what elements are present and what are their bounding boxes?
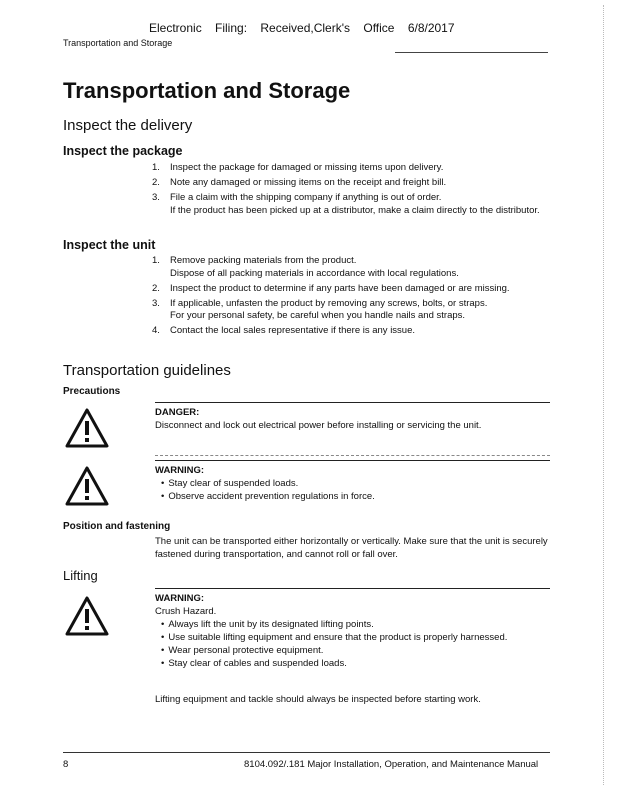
subheading-inspect-package: Inspect the package: [63, 144, 183, 158]
subheading-lifting: Lifting: [63, 568, 98, 583]
warning-signal-word: WARNING:: [155, 593, 205, 604]
danger-notice: [155, 402, 550, 432]
page-title: Transportation and Storage: [63, 78, 351, 103]
crush-hazard-text: Crush Hazard.: [155, 606, 217, 617]
subheading-precautions: Precautions: [63, 386, 121, 397]
list-item: • Use suitable lifting equipment and ensure that the product is properly harnessed.: [169, 631, 550, 644]
list-item: 1. Remove packing materials from the product. Dispose of all packing materials in accordance with local regulations.: [152, 255, 459, 279]
lifting-warning-list: [155, 618, 550, 670]
list-item: • Always lift the unit by its designated lifting points.: [169, 618, 550, 631]
warning-triangle-icon: [65, 596, 109, 636]
section-heading-inspect-delivery: Inspect the delivery: [63, 117, 193, 134]
danger-signal-word: DANGER:: [155, 407, 200, 418]
subheading-inspect-unit: Inspect the unit: [63, 238, 156, 252]
page-number: 8: [63, 759, 69, 770]
running-header: Transportation and Storage: [63, 38, 173, 48]
warning-triangle-icon: [65, 466, 109, 506]
unit-steps-list: [152, 255, 552, 340]
list-item: 3. If applicable, unfasten the product by removing any screws, bolts, or straps. For your personal safety, be careful when you handle nails and straps.: [152, 297, 488, 321]
list-item: 2. Inspect the product to determine if any parts have been damaged or are missing.: [152, 282, 510, 294]
warning-notice-loads: [155, 460, 550, 503]
notice-separator: [155, 455, 550, 456]
scan-edge-marks: [603, 5, 610, 785]
lifting-inspection-note: Lifting equipment and tackle should always be inspected before starting work.: [155, 694, 481, 705]
position-fastening-text: The unit can be transported either horizontally or vertically. Make sure that the unit is securely fastened during transportation, and cannot roll or fall over.: [155, 536, 548, 560]
subheading-position-fastening: Position and fastening: [63, 521, 171, 532]
section-heading-transport-guidelines: Transportation guidelines: [63, 362, 231, 379]
package-steps-list: [152, 162, 552, 220]
warning-notice-lifting: [155, 588, 550, 670]
list-item: 2. Note any damaged or missing items on the receipt and freight bill.: [152, 177, 447, 188]
list-item: 3. File a claim with the shipping company if anything is out of order. If the product has been picked up at a distributor, make a claim directly to the distributor.: [152, 192, 540, 216]
footer-doc-title: 8104.092/.181 Major Installation, Operation, and Maintenance Manual: [244, 759, 539, 770]
notice-rule: [155, 460, 550, 461]
notice-rule: [155, 402, 550, 403]
list-item: 4. Contact the local sales representative if there is any issue.: [152, 325, 416, 336]
warning-list: [155, 477, 550, 503]
warning-triangle-icon: [65, 408, 109, 448]
list-item: • Stay clear of cables and suspended loads.: [169, 657, 550, 670]
list-item: 1. Inspect the package for damaged or missing items upon delivery.: [152, 162, 444, 173]
danger-text: Disconnect and lock out electrical power before installing or servicing the unit.: [155, 420, 482, 431]
header-rule: [395, 52, 548, 53]
footer-rule: [63, 752, 550, 753]
list-item: • Wear personal protective equipment.: [169, 644, 550, 657]
filing-stamp: Electronic Filing: Received,Clerk's Office 6/8/2017: [149, 21, 455, 35]
list-item: • Stay clear of suspended loads.: [169, 477, 550, 490]
warning-signal-word: WARNING:: [155, 465, 205, 476]
notice-rule: [155, 588, 550, 589]
list-item: • Observe accident prevention regulations in force.: [169, 490, 550, 503]
